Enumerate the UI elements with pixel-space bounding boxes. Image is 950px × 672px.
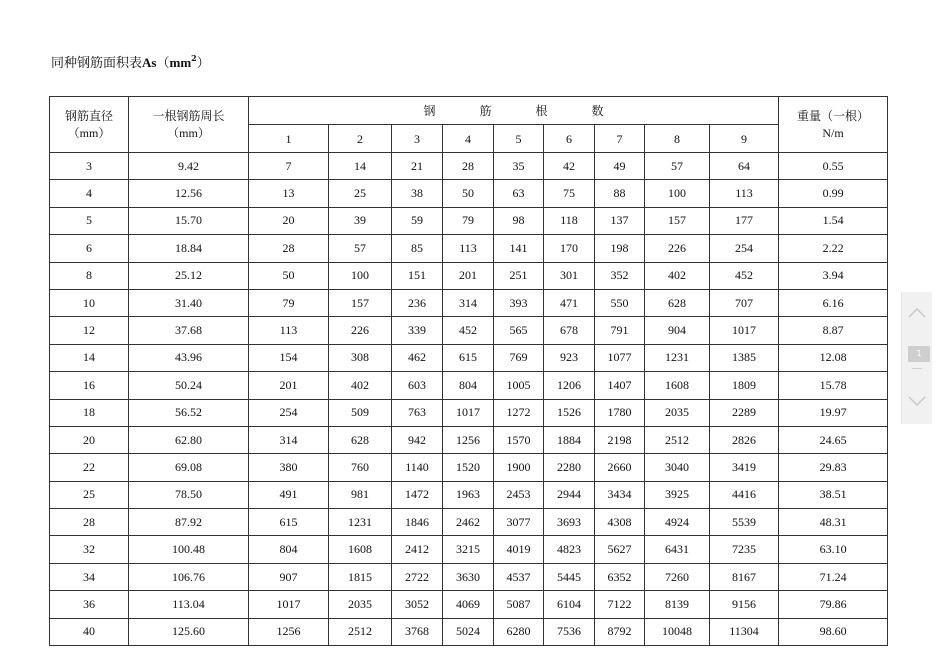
cell-area: 50 (443, 180, 494, 207)
cell-area: 550 (595, 289, 645, 316)
cell-weight: 24.65 (779, 426, 888, 453)
table-row (50, 207, 888, 234)
cell-area: 7260 (645, 563, 710, 590)
table-row (50, 563, 888, 590)
cell-area: 57 (329, 235, 392, 262)
cell-weight: 63.10 (779, 536, 888, 563)
header-perimeter (129, 97, 249, 153)
cell-area: 1017 (249, 591, 329, 618)
header-diameter-unit: （mm） (67, 125, 111, 140)
cell-diameter: 28 (50, 509, 129, 536)
cell-perimeter: 31.40 (129, 289, 249, 316)
cell-area: 157 (329, 289, 392, 316)
cell-area: 3052 (392, 591, 443, 618)
cell-area: 2660 (595, 454, 645, 481)
cell-weight: 38.51 (779, 481, 888, 508)
cell-area: 2198 (595, 426, 645, 453)
cell-perimeter: 125.60 (129, 618, 249, 645)
cell-area: 85 (392, 235, 443, 262)
header-count: 4 (443, 125, 494, 153)
cell-weight: 0.99 (779, 180, 888, 207)
table-row (50, 289, 888, 316)
cell-area: 201 (443, 262, 494, 289)
header-count: 2 (329, 125, 392, 153)
cell-area: 6352 (595, 563, 645, 590)
cell-weight: 8.87 (779, 317, 888, 344)
cell-area: 3434 (595, 481, 645, 508)
cell-area: 1231 (645, 344, 710, 371)
cell-perimeter: 12.56 (129, 180, 249, 207)
header-perimeter-label: 一根钢筋周长 (152, 108, 225, 123)
header-group-char: 数 (591, 103, 604, 118)
cell-area: 226 (329, 317, 392, 344)
cell-perimeter: 78.50 (129, 481, 249, 508)
cell-diameter: 8 (50, 262, 129, 289)
cell-area: 5087 (494, 591, 544, 618)
header-diameter-label: 钢筋直径 (64, 108, 113, 123)
cell-diameter: 20 (50, 426, 129, 453)
table-row (50, 536, 888, 563)
table-row (50, 262, 888, 289)
cell-area: 1272 (494, 399, 544, 426)
cell-diameter: 18 (50, 399, 129, 426)
table-row (50, 618, 888, 645)
cell-area: 39 (329, 207, 392, 234)
cell-area: 8167 (710, 563, 779, 590)
cell-diameter: 4 (50, 180, 129, 207)
cell-area: 707 (710, 289, 779, 316)
page-title (51, 52, 210, 71)
cell-area: 64 (710, 153, 779, 180)
cell-area: 63 (494, 180, 544, 207)
cell-perimeter: 100.48 (129, 536, 249, 563)
cell-area: 2412 (392, 536, 443, 563)
table-body (50, 153, 888, 646)
cell-weight: 1.54 (779, 207, 888, 234)
cell-area: 402 (329, 372, 392, 399)
page-nav-widget (901, 292, 932, 424)
cell-area: 7122 (595, 591, 645, 618)
cell-area: 9156 (710, 591, 779, 618)
cell-diameter: 10 (50, 289, 129, 316)
cell-area: 57 (645, 153, 710, 180)
title-close-paren: ） (196, 56, 210, 71)
table-row (50, 372, 888, 399)
header-count: 6 (544, 125, 595, 153)
header-group-char: 根 (535, 103, 548, 118)
cell-area: 28 (443, 153, 494, 180)
cell-diameter: 5 (50, 207, 129, 234)
cell-diameter: 22 (50, 454, 129, 481)
cell-area: 2035 (645, 399, 710, 426)
cell-area: 1017 (443, 399, 494, 426)
cell-area: 4019 (494, 536, 544, 563)
cell-perimeter: 87.92 (129, 509, 249, 536)
cell-area: 509 (329, 399, 392, 426)
cell-area: 1900 (494, 454, 544, 481)
cell-area: 4537 (494, 563, 544, 590)
cell-area: 904 (645, 317, 710, 344)
cell-diameter: 25 (50, 481, 129, 508)
header-count: 7 (595, 125, 645, 153)
cell-perimeter: 113.04 (129, 591, 249, 618)
cell-weight: 48.31 (779, 509, 888, 536)
cell-area: 301 (544, 262, 595, 289)
cell-area: 2512 (329, 618, 392, 645)
cell-perimeter: 56.52 (129, 399, 249, 426)
title-unit-superscript: 2 (191, 53, 197, 63)
cell-area: 791 (595, 317, 645, 344)
cell-area: 352 (595, 262, 645, 289)
cell-area: 6280 (494, 618, 544, 645)
cell-weight: 79.86 (779, 591, 888, 618)
rebar-area-table (49, 96, 888, 646)
cell-area: 393 (494, 289, 544, 316)
cell-area: 113 (443, 235, 494, 262)
cell-area: 157 (645, 207, 710, 234)
cell-area: 25 (329, 180, 392, 207)
cell-area: 49 (595, 153, 645, 180)
cell-weight: 3.94 (779, 262, 888, 289)
header-group-char: 钢 (423, 103, 436, 118)
cell-diameter: 3 (50, 153, 129, 180)
cell-perimeter: 25.12 (129, 262, 249, 289)
cell-area: 113 (710, 180, 779, 207)
cell-diameter: 40 (50, 618, 129, 645)
cell-area: 14 (329, 153, 392, 180)
cell-area: 2289 (710, 399, 779, 426)
cell-area: 628 (329, 426, 392, 453)
cell-area: 20 (249, 207, 329, 234)
header-group-char: 筋 (479, 103, 492, 118)
cell-area: 154 (249, 344, 329, 371)
header-weight-unit: N/m (822, 125, 844, 140)
cell-diameter: 14 (50, 344, 129, 371)
cell-area: 1608 (329, 536, 392, 563)
cell-area: 88 (595, 180, 645, 207)
cell-perimeter: 9.42 (129, 153, 249, 180)
cell-area: 4308 (595, 509, 645, 536)
cell-perimeter: 106.76 (129, 563, 249, 590)
cell-area: 1206 (544, 372, 595, 399)
cell-area: 2462 (443, 509, 494, 536)
cell-area: 170 (544, 235, 595, 262)
header-diameter (50, 97, 129, 153)
title-prefix: 同种钢筋面积表 (51, 56, 143, 71)
cell-area: 603 (392, 372, 443, 399)
header-count: 5 (494, 125, 544, 153)
cell-area: 4823 (544, 536, 595, 563)
cell-weight: 19.97 (779, 399, 888, 426)
cell-area: 565 (494, 317, 544, 344)
cell-area: 8792 (595, 618, 645, 645)
chevron-down-icon[interactable] (907, 394, 927, 408)
cell-area: 5445 (544, 563, 595, 590)
cell-perimeter: 62.80 (129, 426, 249, 453)
cell-area: 452 (710, 262, 779, 289)
header-row-top (50, 97, 888, 125)
cell-area: 2944 (544, 481, 595, 508)
cell-area: 251 (494, 262, 544, 289)
cell-perimeter: 15.70 (129, 207, 249, 234)
cell-perimeter: 37.68 (129, 317, 249, 344)
table-row (50, 509, 888, 536)
cell-area: 6431 (645, 536, 710, 563)
cell-area: 254 (710, 235, 779, 262)
cell-area: 79 (443, 207, 494, 234)
cell-area: 50 (249, 262, 329, 289)
cell-area: 21 (392, 153, 443, 180)
cell-weight: 0.55 (779, 153, 888, 180)
cell-weight: 2.22 (779, 235, 888, 262)
cell-area: 3040 (645, 454, 710, 481)
cell-area: 1570 (494, 426, 544, 453)
cell-area: 198 (595, 235, 645, 262)
cell-area: 1472 (392, 481, 443, 508)
cell-area: 1780 (595, 399, 645, 426)
cell-area: 75 (544, 180, 595, 207)
cell-area: 254 (249, 399, 329, 426)
table-row (50, 153, 888, 180)
cell-area: 28 (249, 235, 329, 262)
cell-area: 339 (392, 317, 443, 344)
cell-area: 137 (595, 207, 645, 234)
cell-area: 35 (494, 153, 544, 180)
cell-area: 1809 (710, 372, 779, 399)
table-row (50, 481, 888, 508)
cell-area: 2280 (544, 454, 595, 481)
cell-area: 3630 (443, 563, 494, 590)
cell-perimeter: 50.24 (129, 372, 249, 399)
cell-area: 981 (329, 481, 392, 508)
cell-area: 1231 (329, 509, 392, 536)
header-count: 3 (392, 125, 443, 153)
cell-weight: 12.08 (779, 344, 888, 371)
cell-area: 471 (544, 289, 595, 316)
cell-area: 923 (544, 344, 595, 371)
cell-area: 226 (645, 235, 710, 262)
cell-area: 491 (249, 481, 329, 508)
table-row (50, 426, 888, 453)
cell-area: 1884 (544, 426, 595, 453)
cell-area: 3925 (645, 481, 710, 508)
title-symbol: As (142, 55, 157, 70)
cell-area: 615 (443, 344, 494, 371)
cell-area: 100 (329, 262, 392, 289)
cell-area: 2722 (392, 563, 443, 590)
table-row (50, 344, 888, 371)
chevron-up-icon[interactable] (907, 306, 927, 320)
cell-area: 678 (544, 317, 595, 344)
cell-area: 2826 (710, 426, 779, 453)
cell-perimeter: 43.96 (129, 344, 249, 371)
cell-area: 2035 (329, 591, 392, 618)
cell-diameter: 32 (50, 536, 129, 563)
cell-area: 4416 (710, 481, 779, 508)
header-count: 1 (249, 125, 329, 153)
cell-area: 5627 (595, 536, 645, 563)
cell-area: 118 (544, 207, 595, 234)
cell-area: 308 (329, 344, 392, 371)
cell-area: 7235 (710, 536, 779, 563)
cell-area: 1005 (494, 372, 544, 399)
cell-diameter: 16 (50, 372, 129, 399)
title-unit: mm (169, 55, 192, 70)
header-perimeter-unit: （mm） (167, 125, 210, 140)
cell-area: 402 (645, 262, 710, 289)
cell-area: 1815 (329, 563, 392, 590)
cell-diameter: 34 (50, 563, 129, 590)
cell-area: 1963 (443, 481, 494, 508)
cell-area: 3768 (392, 618, 443, 645)
cell-area: 1846 (392, 509, 443, 536)
cell-perimeter: 18.84 (129, 235, 249, 262)
cell-area: 1385 (710, 344, 779, 371)
cell-area: 1407 (595, 372, 645, 399)
title-open-paren: （ (156, 56, 170, 71)
cell-area: 11304 (710, 618, 779, 645)
cell-area: 10048 (645, 618, 710, 645)
nav-divider (912, 368, 922, 369)
cell-area: 3077 (494, 509, 544, 536)
cell-weight: 29.83 (779, 454, 888, 481)
cell-area: 1256 (443, 426, 494, 453)
cell-diameter: 36 (50, 591, 129, 618)
cell-area: 42 (544, 153, 595, 180)
cell-weight: 6.16 (779, 289, 888, 316)
table-row (50, 317, 888, 344)
cell-area: 452 (443, 317, 494, 344)
table-row (50, 180, 888, 207)
cell-area: 942 (392, 426, 443, 453)
cell-area: 804 (443, 372, 494, 399)
cell-area: 5539 (710, 509, 779, 536)
cell-area: 100 (645, 180, 710, 207)
cell-area: 8139 (645, 591, 710, 618)
cell-perimeter: 69.08 (129, 454, 249, 481)
table-row (50, 591, 888, 618)
table-row (50, 399, 888, 426)
header-weight (779, 97, 888, 153)
header-bar-count-group (249, 97, 779, 125)
cell-area: 1140 (392, 454, 443, 481)
table-row (50, 454, 888, 481)
cell-area: 38 (392, 180, 443, 207)
cell-area: 6104 (544, 591, 595, 618)
cell-area: 5024 (443, 618, 494, 645)
cell-area: 3215 (443, 536, 494, 563)
table-row (50, 235, 888, 262)
cell-area: 3419 (710, 454, 779, 481)
cell-area: 4924 (645, 509, 710, 536)
cell-area: 760 (329, 454, 392, 481)
cell-area: 2512 (645, 426, 710, 453)
cell-area: 201 (249, 372, 329, 399)
cell-area: 1526 (544, 399, 595, 426)
cell-area: 4069 (443, 591, 494, 618)
cell-area: 141 (494, 235, 544, 262)
cell-area: 7 (249, 153, 329, 180)
cell-area: 804 (249, 536, 329, 563)
cell-area: 79 (249, 289, 329, 316)
page-number-badge: 1 (908, 346, 930, 362)
cell-weight: 71.24 (779, 563, 888, 590)
cell-area: 236 (392, 289, 443, 316)
cell-area: 1520 (443, 454, 494, 481)
cell-area: 314 (443, 289, 494, 316)
cell-area: 177 (710, 207, 779, 234)
cell-area: 98 (494, 207, 544, 234)
header-weight-label: 重量（一根） (797, 108, 870, 123)
cell-area: 462 (392, 344, 443, 371)
cell-area: 763 (392, 399, 443, 426)
cell-weight: 98.60 (779, 618, 888, 645)
header-count: 9 (710, 125, 779, 153)
cell-area: 7536 (544, 618, 595, 645)
cell-area: 13 (249, 180, 329, 207)
cell-area: 615 (249, 509, 329, 536)
cell-area: 59 (392, 207, 443, 234)
header-count: 8 (645, 125, 710, 153)
cell-area: 380 (249, 454, 329, 481)
cell-area: 1077 (595, 344, 645, 371)
cell-area: 628 (645, 289, 710, 316)
cell-area: 113 (249, 317, 329, 344)
cell-area: 1256 (249, 618, 329, 645)
cell-area: 907 (249, 563, 329, 590)
cell-diameter: 6 (50, 235, 129, 262)
cell-area: 314 (249, 426, 329, 453)
cell-area: 1017 (710, 317, 779, 344)
cell-area: 3693 (544, 509, 595, 536)
cell-area: 2453 (494, 481, 544, 508)
cell-area: 769 (494, 344, 544, 371)
cell-diameter: 12 (50, 317, 129, 344)
cell-area: 1608 (645, 372, 710, 399)
cell-weight: 15.78 (779, 372, 888, 399)
cell-area: 151 (392, 262, 443, 289)
